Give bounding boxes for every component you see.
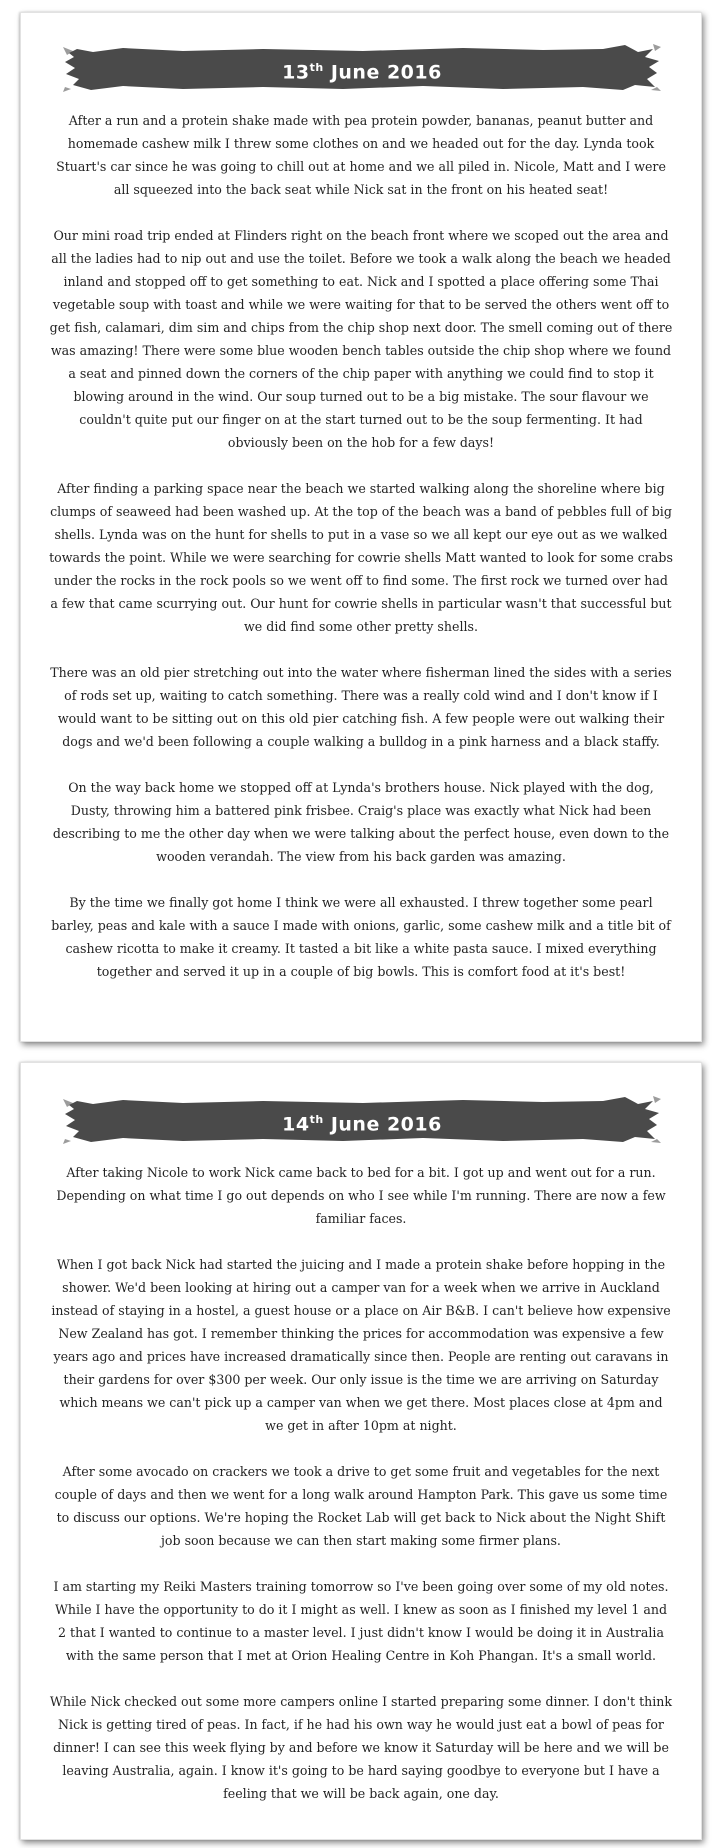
entry-body [49,109,673,1006]
entry-paragraph: Our mini road trip ended at Flinders right on the beach front where we scoped out the area and all the ladies had to nip out and use the toilet. Before we took a walk along the beach we headed inland and stopped off to get something to eat. Nick and I spotted a place offering some Thai vegetable soup with toast and while we were waiting for that to be served the others went off to get fish, calamari, dim sim and chips from the chip shop next door. The smell coming out of there was amazing! There were some blue wooden bench tables outside the chip shop where we found a seat and pinned down the corners of the chip paper with anything we could find to stop it blowing around in the wind. Our soup turned out to be a big mistake. The sour flavour we couldn't quite put our finger on at the start turned out to be the soup fermenting. It had obviously been on the hob for a few days! [49,228,673,450]
entry-paragraph: While Nick checked out some more campers online I started preparing some dinner. I don't think Nick is getting tired of peas. In fact, if he had his own way he would just eat a bowl of peas for dinner! I can see this week flying by and before we know it Saturday will be here and we will be leaving Australia, again. I know it's going to be hard saying goodbye to everyone but I have a feeling that we will be back again, one day. [49,1694,673,1801]
entry-paragraph: After taking Nicole to work Nick came back to bed for a bit. I got up and went out for a run. Depending on what time I go out depends on who I see while I'm running. There are now a few familiar faces. [56,1165,666,1226]
entry-paragraph: I am starting my Reiki Masters training tomorrow so I've been going over some of my old notes. While I have the opportunity to do it I might as well. I knew as soon as I finished my level 1 and 2 that I wanted to continue to a master level. I just didn't know I would be doing it in Australia with the same person that I met at Orion Healing Centre in Koh Phangan. It's a small world. [53,1579,669,1663]
entry-paragraph: After some avocado on crackers we took a drive to get some fruit and vegetables for the next couple of days and then we went for a long walk around Hampton Park. This gave us some time to discuss our options. We're hoping the Rocket Lab will get back to Nick about the Night Shift job soon because we can then start making some firmer plans. [54,1464,668,1548]
date-banner [63,43,661,93]
entry-paragraph: After a run and a protein shake made with pea protein powder, bananas, peanut butter and homemade cashew milk I threw some clothes on and we headed out for the day. Lynda took Stuart's car since he was going to chill out at home and we all piled in. Nicole, Matt and I were all squeezed into the back seat while Nick sat in the front on his heated seat! [56,113,666,197]
journal-entry-card [20,1062,702,1840]
entry-body [49,1161,673,1828]
entry-paragraph: After finding a parking space near the beach we started walking along the shoreline where big clumps of seaweed had been washed up. At the top of the beach was a band of pebbles full of big shells. Lynda was on the hunt for shells to put in a vase so we all kept our eye out as we walked towards the point. While we were searching for cowrie shells Matt wanted to look for some crabs under the rocks in the rock pools so we went off to find some. The first rock we turned over had a few that came scurrying out. Our hunt for cowrie shells in particular wasn't that successful but we did find some other pretty shells. [49,481,673,634]
entry-paragraph: By the time we finally got home I think we were all exhausted. I threw together some pearl barley, peas and kale with a sauce I made with onions, garlic, some cashew milk and a title bit of cashew ricotta to make it creamy. It tasted a bit like a white pasta sauce. I mixed everything together and served it up in a couple of big bowls. This is comfort food at it's best! [51,895,671,979]
date-banner [63,1095,661,1145]
entry-date-title: 14th June 2016 [282,1113,442,1136]
journal-entry-card [20,12,702,1042]
entry-paragraph: On the way back home we stopped off at Lynda's brothers house. Nick played with the dog, Dusty, throwing him a battered pink frisbee. Craig's place was exactly what Nick had been describing to me the other day when we were talking about the perfect house, even down to the wooden verandah. The view from his back garden was amazing. [52,780,670,864]
entry-date-title: 13th June 2016 [282,61,442,84]
entry-paragraph: When I got back Nick had started the juicing and I made a protein shake before hopping in the shower. We'd been looking at hiring out a camper van for a week when we arrive in Auckland instead of staying in a hostel, a guest house or a place on Air B&B. I can't believe how expensive New Zealand has got. I remember thinking the prices for accommodation was expensive a few years ago and prices have increased dramatically since then. People are renting out caravans in their gardens for over $300 per week. Our only issue is the time we are arriving on Saturday which means we can't pick up a camper van when we get there. Most places close at 4pm and we get in after 10pm at night. [51,1257,671,1433]
entry-paragraph: There was an old pier stretching out into the water where fisherman lined the sides with a series of rods set up, waiting to catch something. There was a really cold wind and I don't know if I would want to be sitting out on this old pier catching fish. A few people were out walking their dogs and we'd been following a couple walking a bulldog in a pink harness and a black staffy. [50,665,672,749]
